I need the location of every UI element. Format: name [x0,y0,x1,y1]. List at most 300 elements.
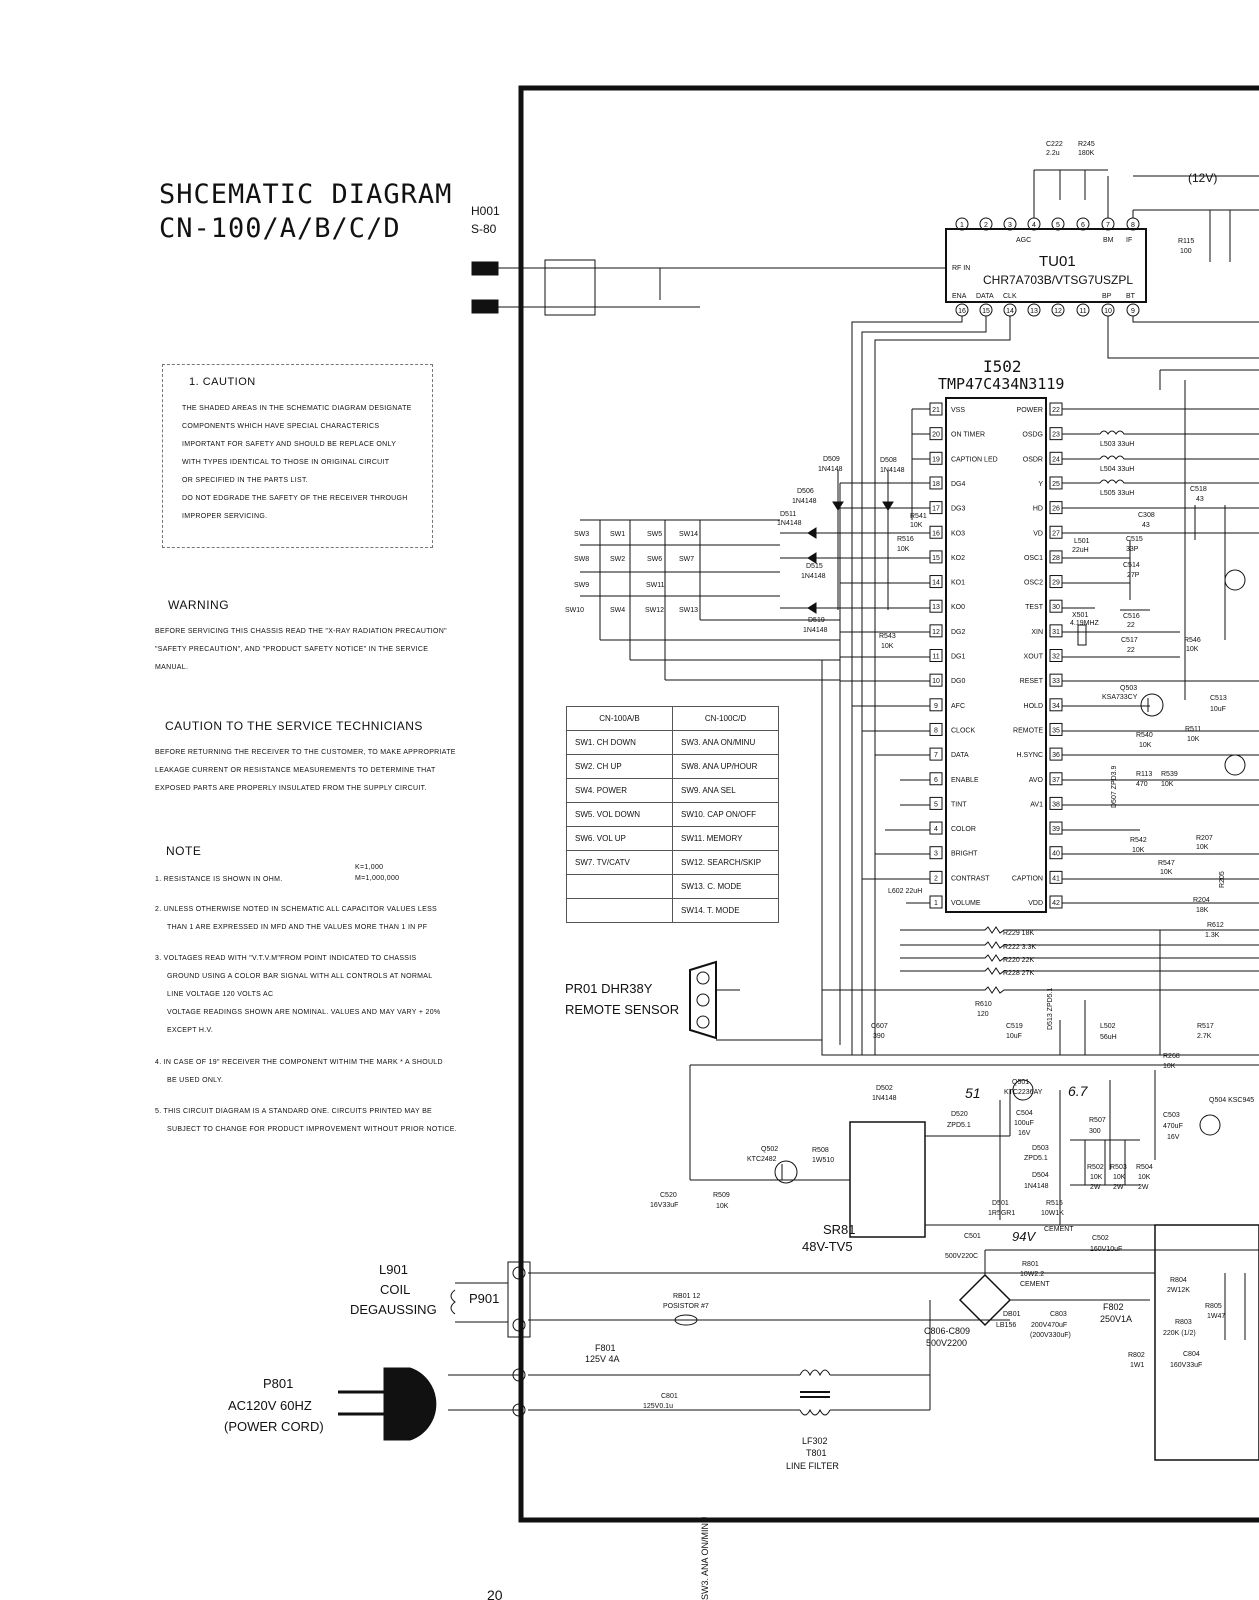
r511-value: 10K [1187,736,1200,743]
mcu-pin-number: 2 [934,875,938,883]
mcu-pin-number: 15 [932,554,940,562]
mcu-pin-name: OSC1 [1023,554,1043,562]
tuner-pin-num: 16 [958,308,966,315]
c806-value: 500V2200 [926,1338,968,1348]
switch-label: SW4 [610,607,626,614]
db01-part: LB156 [996,1322,1017,1329]
d511-ref: D511 [780,511,797,518]
mcu-pin-number: 29 [1052,579,1060,587]
mcu-pin-number: 8 [934,727,938,735]
switch-label: SW5 [647,531,663,538]
c513-value: 10uF [1210,706,1226,713]
c504-ref: C504 [1016,1110,1033,1117]
note-line: 4. IN CASE OF 19" RECEIVER THE COMPONENT WITHIM THE MARK * A SHOULD [155,1059,443,1066]
table-header: CN-100C/D [673,707,779,731]
r547-ref: R547 [1158,860,1175,867]
c513-ref: C513 [1210,695,1227,702]
d503-ref: D503 [1032,1145,1049,1152]
mcu-pin-number: 13 [932,604,940,612]
r802-value: 1W1 [1130,1362,1145,1369]
d507-label: D507 ZPD3.9 [1111,765,1118,808]
mcu-pin-number: 3 [934,850,938,858]
mcu-pin-number: 14 [932,579,940,587]
tuner-pin-num: 7 [1106,222,1110,229]
q504-label: Q504 KSC945 [1209,1097,1255,1104]
mcu-pin-number: 28 [1052,554,1060,562]
l502-ref: L502 [1100,1023,1116,1030]
r207-ref: R207 [1196,835,1213,842]
caution-line: THE SHADED AREAS IN THE SCHEMATIC DIAGRAM DESIGNATE [182,405,412,412]
r612-value: 1.3K [1205,932,1220,939]
mcu-pin-number: 42 [1052,900,1060,907]
r220-label: R220 22K [1003,957,1035,964]
c501-ref: C501 [964,1233,981,1240]
mcu-pin-name: DG1 [951,653,966,661]
voltage-note: 94V [1012,1229,1036,1244]
d509-value: 1N4148 [818,466,843,473]
mcu-pin-number: 24 [1052,456,1060,464]
r610-ref: R610 [975,1001,992,1008]
mcu-pin-number: 35 [1052,727,1060,735]
d520-ref: D520 [951,1111,968,1118]
l901-coil: COIL [380,1282,411,1297]
mcu-pin-name: KO1 [951,579,966,587]
c803-alt: (200V330uF) [1030,1332,1071,1339]
tuner-pin-bt: BT [1126,293,1135,300]
c308-ref: C308 [1138,512,1155,519]
table-cell: SW11. MEMORY [673,827,779,851]
q503-part: KSA733CY [1102,694,1138,701]
mcu-pin-name: KO3 [951,530,966,538]
c607-ref: C607 [871,1023,888,1030]
mcu-pin-name: XOUT [1023,653,1043,661]
mcu-pin-name: DG4 [951,480,966,488]
mcu-pin-name: XIN [1031,628,1043,636]
d508-ref: D508 [880,457,897,464]
r515-value: 10W1K [1041,1210,1064,1217]
p801-cord: (POWER CORD) [224,1419,324,1434]
tuner-pin-num: 5 [1056,222,1060,229]
c517-value: 22 [1127,647,1135,654]
tuner-pin-if: IF [1126,237,1133,244]
mcu-pin-number: 32 [1052,653,1060,661]
remote-sensor-ref: PR01 DHR38Y [565,981,653,996]
q501-ref: Q501 [1012,1079,1030,1086]
r504-watt: 2W [1138,1184,1149,1191]
mcu-pin-number: 37 [1052,776,1060,784]
l502-value: 56uH [1100,1034,1117,1041]
tuner-ref: TU01 [1039,253,1076,270]
r509-ref: R509 [713,1192,730,1199]
lf302-part: T801 [806,1448,827,1458]
d502-ref: D502 [876,1085,893,1092]
mcu-pin-number: 33 [1052,678,1060,686]
mcu-pin-name: KO0 [951,604,966,612]
d504-value: 1N4148 [1024,1183,1049,1190]
r502-watt: 2W [1090,1184,1101,1191]
cement-label: CEMENT [1044,1226,1074,1233]
r515-ref: R515 [1046,1200,1063,1207]
c222-ref: C222 [1046,141,1063,148]
page-edge-text: SW3. ANA ON/MINU [700,1516,710,1600]
d501-ref: D501 [992,1200,1009,1207]
mcu-pin-number: 25 [1052,480,1060,488]
l505-label: L505 33uH [1100,490,1135,497]
r245-ref: R245 [1078,141,1095,148]
switch-label: SW8 [574,556,590,563]
r507-ref: R507 [1089,1117,1106,1124]
voltage-note: 51 [965,1085,981,1101]
table-cell: SW5. VOL DOWN [567,803,673,827]
tuner-pin-bm: BM [1103,237,1114,244]
c803-value: 200V470uF [1031,1322,1068,1329]
mcu-pin-number: 1 [934,900,938,907]
r539-value: 10K [1161,781,1174,788]
lf302-label: LINE FILTER [786,1461,839,1471]
r610-value: 120 [977,1011,989,1018]
f802-value: 250V1A [1100,1314,1133,1324]
technicians-heading: CAUTION TO THE SERVICE TECHNICIANS [165,719,423,733]
mcu-pin-name: REMOTE [1013,727,1043,735]
tuner-pin-ena: ENA [952,293,967,300]
switch-label: SW11 [646,582,665,589]
table-cell: SW12. SEARCH/SKIP [673,851,779,875]
c518-value: 43 [1196,496,1204,503]
table-cell: SW14. T. MODE [673,899,779,923]
mcu-pin-number: 5 [934,801,938,809]
r502-value: 10K [1090,1174,1103,1181]
warning-line: BEFORE SERVICING THIS CHASSIS READ THE "X-RAY RADIATION PRECAUTION" [155,628,447,635]
l501-value: 22uH [1072,547,1089,554]
r222-label: R222 3.3K [1003,944,1037,951]
switch-label: SW9 [574,582,590,589]
r805-ref: R805 [1205,1303,1222,1310]
voltage-note: 6.7 [1068,1083,1088,1099]
p801-rating: AC120V 60HZ [228,1398,312,1413]
note-line: 5. THIS CIRCUIT DIAGRAM IS A STANDARD ONE. CIRCUITS PRINTED MAY BE [155,1108,433,1115]
c517-ref: C517 [1121,637,1138,644]
r547-value: 10K [1160,869,1173,876]
r503-watt: 2W [1113,1184,1124,1191]
c503-ref: C503 [1163,1112,1180,1119]
mcu-pin-name: AFC [951,702,965,710]
mcu-pin-name: Y [1038,480,1043,488]
r801-value: 10W2.2 [1020,1271,1045,1278]
power-plug [384,1368,436,1440]
table-header: CN-100A/B [567,707,673,731]
technicians-line: EXPOSED PARTS ARE PROPERLY INSULATED FROM THE SUPPLY CIRCUIT. [155,785,427,792]
tuner-pin-num: 14 [1006,308,1014,315]
c514-value: 27P [1127,572,1140,579]
mcu-pin-number: 27 [1052,530,1060,538]
mcu-pin-number: 4 [934,826,938,834]
c503-value: 470uF [1163,1123,1183,1130]
mcu-pin-name: TINT [951,801,967,809]
mcu-pin-number: 17 [932,505,940,513]
note-heading: NOTE [166,844,202,858]
tuner-part: CHR7A703B/VTSG7USZPL [983,273,1134,287]
resistor-ladder [822,927,1259,993]
remote-sensor-body [690,962,716,1038]
mcu-pin-number: 19 [932,456,940,464]
tuner-pin-num: 12 [1054,308,1062,315]
r268-value: 10K [1163,1063,1176,1070]
f801-ref: F801 [595,1343,616,1353]
l901-degaussing: DEGAUSSING [350,1302,437,1317]
mcu-pin-name: KO2 [951,554,966,562]
mcu-pin-name: VDD [1028,900,1043,907]
r517-ref: R517 [1197,1023,1214,1030]
r540-value: 10K [1139,742,1152,749]
r204-value: 18K [1196,907,1209,914]
d509-ref: D509 [823,456,840,463]
r540-ref: R540 [1136,732,1153,739]
note-line: 2. UNLESS OTHERWISE NOTED IN SCHEMATIC ALL CAPACITOR VALUES LESS [155,906,438,913]
c518-ref: C518 [1190,486,1207,493]
chassis-frame [521,88,1259,1520]
tuner-pin-rfin: RF IN [952,265,971,272]
mcu-pin-name: CAPTION [1011,875,1043,883]
c520-value: 16V33uF [650,1202,679,1209]
r803-value: 220K (1/2) [1163,1330,1196,1337]
c503-voltage: 16V [1167,1134,1180,1141]
mcu-pin-name: HD [1032,505,1043,513]
c804-value: 160V33uF [1170,1362,1203,1369]
r507-value: 300 [1089,1128,1101,1135]
r502-ref: R502 [1087,1164,1104,1171]
note-line: THAN 1 ARE EXPRESSED IN MFD AND THE VALUES MORE THAN 1 IN PF [167,924,428,931]
r804-ref: R804 [1170,1277,1187,1284]
supply-12v: (12V) [1188,171,1218,185]
tuner-pin-num: 9 [1131,308,1135,315]
caution-line: IMPROPER SERVICING. [182,513,268,520]
r801-type: CEMENT [1020,1281,1050,1288]
tuner-pin-bp: BP [1102,293,1112,300]
h001-type: S-80 [471,222,497,236]
table-cell: SW10. CAP ON/OFF [673,803,779,827]
r803-ref: R803 [1175,1319,1192,1326]
c804-ref: C804 [1183,1351,1200,1358]
mcu-pin-name: H.SYNC [1016,752,1043,760]
c514-ref: C514 [1123,562,1140,569]
mcu-part: TMP47C434N3119 [938,375,1065,393]
switch-label: SW10 [565,607,585,614]
title-line-2: CN-100/A/B/C/D [159,213,401,244]
c308-value: 43 [1142,522,1150,529]
note-line: GROUND USING A COLOR BAR SIGNAL WITH ALL CONTROLS AT NORMAL [167,973,433,980]
switch-label: SW14 [679,531,699,538]
r504-value: 10K [1138,1174,1151,1181]
r801-ref: R801 [1022,1261,1039,1268]
c502-value: 160V10uF [1090,1246,1123,1253]
table-cell: SW1. CH DOWN [567,731,673,755]
table-cell: SW4. POWER [567,779,673,803]
r503-ref: R503 [1110,1164,1127,1171]
mcu-pin-name: OSDG [1022,431,1043,439]
c516-ref: C516 [1123,613,1140,620]
remote-sensor-label: REMOTE SENSOR [565,1002,680,1017]
mcu-pin-number: 10 [932,678,940,686]
caution-line: DO NOT EDGRADE THE SAFETY OF THE RECEIVER THROUGH [182,495,408,502]
c519-value: 10uF [1006,1033,1022,1040]
switch-label: SW6 [647,556,663,563]
technicians-line: BEFORE RETURNING THE RECEIVER TO THE CUSTOMER, TO MAKE APPROPRIATE [155,749,456,756]
l504-label: L504 33uH [1100,466,1135,473]
mcu-pin-name: CAPTION LED [951,456,998,464]
caution-line: WITH TYPES IDENTICAL TO THOSE IN ORIGINAL CIRCUIT [182,459,390,466]
d502-value: 1N4148 [872,1095,897,1102]
caution-line: OR SPECIFIED IN THE PARTS LIST. [182,477,308,484]
c519-ref: C519 [1006,1023,1023,1030]
mcu-pin-name: POWER [1016,407,1043,414]
c801-ref: C801 [661,1393,678,1400]
mcu-pin-name: OSC2 [1023,579,1043,587]
note-unit-k: K=1,000 [355,864,384,871]
mcu-pin-name: TEST [1025,604,1043,612]
antenna-terminal-bottom [472,300,498,313]
r229-label: R229 18K [1003,930,1035,937]
antenna-terminal-top [472,262,498,275]
d519-ref: D519 [808,617,825,624]
page-number: 20 [487,1587,503,1600]
r509-value: 10K [716,1203,729,1210]
mcu-pin-number: 23 [1052,431,1060,439]
f802-ref: F802 [1103,1302,1124,1312]
tuner-pin-num: 3 [1008,222,1012,229]
mcu-pin-number: 34 [1052,702,1060,710]
r541-ref: R541 [910,513,927,520]
r508-value: 1W510 [812,1157,835,1164]
p901-label: P901 [469,1291,500,1306]
mcu-pin-name: RESET [1019,678,1043,686]
mcu-pin-name: ON TIMER [951,431,986,439]
title-line-1: SHCEMATIC DIAGRAM [159,179,453,210]
q503-ref: Q503 [1120,685,1138,692]
r543-value: 10K [881,643,894,650]
note-line: EXCEPT H.V. [167,1027,214,1034]
l602-label: L602 22uH [888,888,923,895]
tuner-pin-clk: CLK [1003,293,1017,300]
r113-value: 470 [1136,781,1148,788]
mcu-pin-name: DG3 [951,505,966,513]
relay-box [850,1122,925,1237]
mcu-pin-number: 40 [1052,850,1060,858]
mcu-pin-name: DG0 [951,678,966,686]
r546-ref: R546 [1184,637,1201,644]
r612-ref: R612 [1207,922,1224,929]
r504-ref: R504 [1136,1164,1153,1171]
d503-value: ZPD5.1 [1024,1155,1048,1162]
c806-ref: C806-C809 [924,1326,971,1336]
mcu-pin-name: DG2 [951,628,966,636]
r802-ref: R802 [1128,1352,1145,1359]
table-cell: SW7. TV/CATV [567,851,673,875]
r516-ref: R516 [897,536,914,543]
mcu-pin-name: COLOR [951,826,976,834]
mcu-pin-number: 41 [1052,875,1060,883]
c803-ref: C803 [1050,1311,1067,1318]
mcu-pin-number: 39 [1052,826,1060,834]
c520-ref: C520 [660,1192,677,1199]
tuner-pin-agc: AGC [1016,237,1032,244]
relay-part: 48V-TV5 [802,1239,853,1254]
r511-ref: R511 [1185,726,1202,733]
x501-ref: X501 [1072,612,1089,619]
d506-value: 1N4148 [792,498,817,505]
r503-value: 10K [1113,1174,1126,1181]
r115-ref: R115 [1178,238,1195,245]
switch-label: SW12 [645,607,665,614]
note-line: SUBJECT TO CHANGE FOR PRODUCT IMPROVEMENT WITHOUT PRIOR NOTICE. [167,1126,457,1133]
d515-value: 1N4148 [801,573,826,580]
r228-label: R228 27K [1003,970,1035,977]
c516-value: 22 [1127,622,1135,629]
r204-ref: R204 [1193,897,1210,904]
mcu-ref: I502 [983,357,1022,376]
r115-value: 100 [1180,248,1192,255]
c515-value: 33P [1126,546,1139,553]
mcu-pin-number: 36 [1052,752,1060,760]
r268-ref: R268 [1163,1053,1180,1060]
r805-value: 1W47 [1207,1313,1226,1320]
switch-label: SW3 [574,531,590,538]
tuner-pin-num: 8 [1131,222,1135,229]
note-line: BE USED ONLY. [167,1077,224,1084]
d501-value: 1R5GR1 [988,1210,1016,1217]
tuner-pin-num: 2 [984,222,988,229]
d508-value: 1N4148 [880,467,905,474]
mcu-pin-name: AV1 [1030,801,1043,809]
table-cell: SW6. VOL UP [567,827,673,851]
mcu-pin-name: VD [1033,530,1043,538]
rb01-ref: RB01 12 [673,1293,701,1300]
d519-value: 1N4148 [803,627,828,634]
switch-label: SW7 [679,556,695,563]
mcu-pin-name: VSS [951,407,966,414]
c504-value: 100uF [1014,1120,1034,1127]
l503-label: L503 33uH [1100,441,1135,448]
d511-value: 1N4148 [777,520,802,527]
mcu-pin-number: 16 [932,530,940,538]
table-cell: SW13. C. MODE [673,875,779,899]
r517-value: 2.7K [1197,1033,1212,1040]
switch-label: SW1 [610,531,626,538]
f801-value: 125V 4A [585,1354,620,1364]
c504-voltage: 16V [1018,1130,1031,1137]
warning-line: MANUAL. [155,664,189,671]
warning-heading: WARNING [168,598,230,612]
switch-label: SW13 [679,607,699,614]
mcu-left-pin-lines [840,409,930,903]
mcu-pin-number: 21 [932,407,940,414]
tuner-pin-num: 13 [1030,308,1038,315]
mcu-pins [930,403,1062,908]
note-line: LINE VOLTAGE 120 VOLTS AC [167,991,274,998]
tuner-pin-num: 15 [982,308,990,315]
r205-label: R205 [1219,871,1226,888]
mcu-pin-number: 7 [934,752,938,760]
p801-ref: P801 [263,1376,294,1391]
note-unit-m: M=1,000,000 [355,875,400,882]
caution-heading: 1. CAUTION [189,376,256,388]
mcu-pin-number: 20 [932,431,940,439]
mcu-pin-number: 9 [934,702,938,710]
mcu-pin-number: 22 [1052,407,1060,414]
lf302-ref: LF302 [802,1436,828,1446]
mcu-pin-name: CLOCK [951,727,976,735]
d515-ref: D515 [806,563,823,570]
note-line: 1. RESISTANCE IS SHOWN IN OHM. [155,876,283,883]
